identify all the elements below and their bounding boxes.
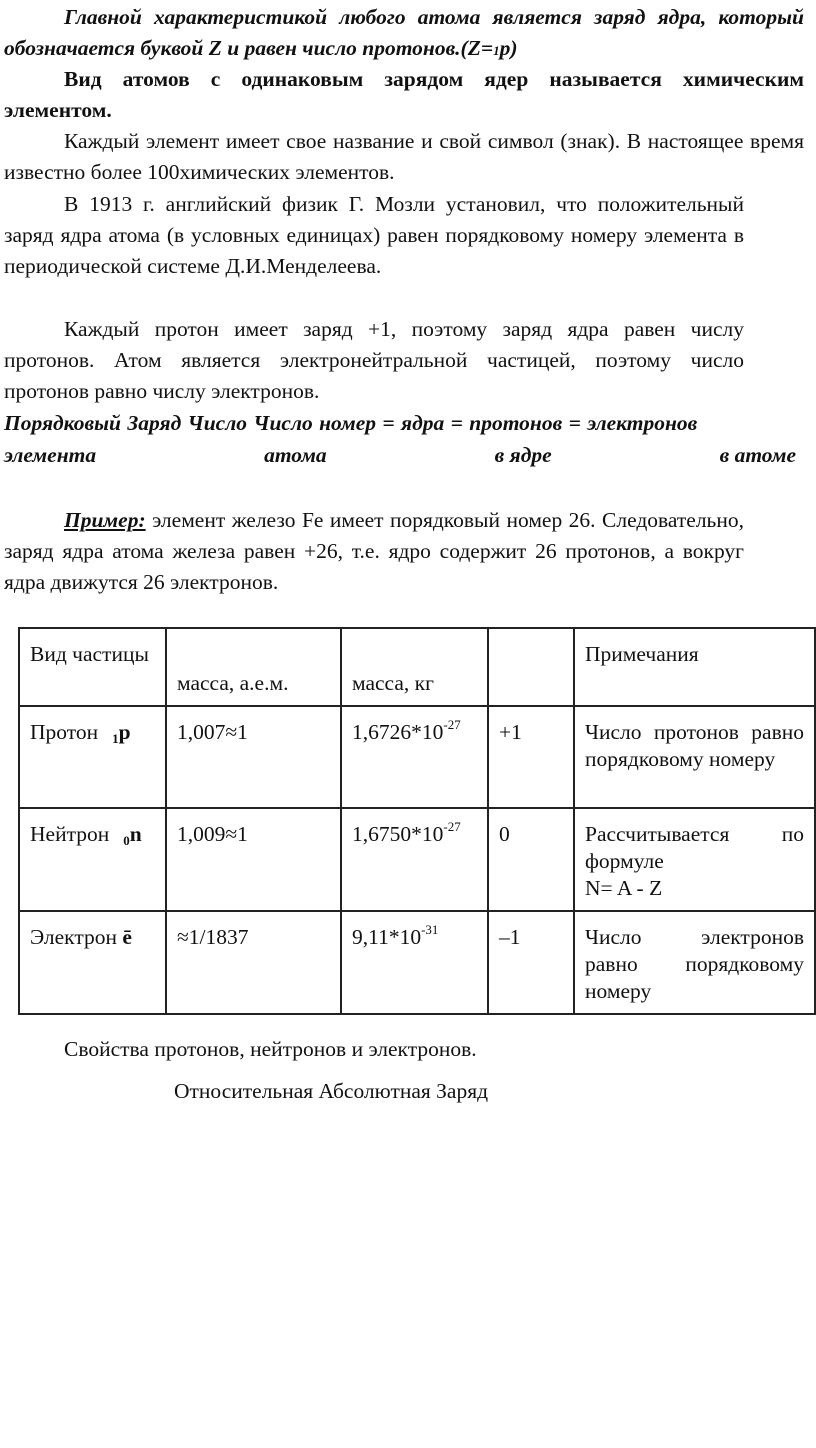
text: p) [499, 36, 518, 60]
formula-label: элемента [4, 443, 97, 467]
paragraph-element-definition: Вид атомов с одинаковым зарядом ядер называется химическим элементом. [4, 67, 804, 122]
mass-kg-cell [341, 808, 488, 911]
mass-kg-cell [341, 911, 488, 1014]
charge-cell: 0 [488, 808, 574, 911]
mass-kg: 1,6726*10 [352, 720, 444, 744]
particle-name: Электрон [30, 925, 118, 949]
exponent: -27 [443, 818, 461, 834]
header-charge [488, 628, 574, 706]
paragraph-charge-definition [4, 2, 804, 66]
header-mass-kg: масса, кг [341, 628, 488, 706]
formula-label: атома [264, 443, 327, 467]
subscript: 1 [493, 43, 500, 58]
particle-cell [19, 808, 166, 911]
charge-cell: +1 [488, 706, 574, 808]
formula-label: в ядре [494, 443, 552, 467]
header-mass-amu: масса, а.е.м. [166, 628, 341, 706]
particle-symbol: n [129, 822, 142, 846]
paragraph-element-symbol: Каждый элемент имеет свое название и свой символ (знак). В настоящее время известно более 100химических элементов. [4, 129, 804, 184]
formula-line-2 [4, 440, 796, 471]
example-text: элемент железо Fe имеет порядковый номер 26. Следовательно, заряд ядра атома железа равен +26, т.е. ядро содержит 26 протонов, а вокруг ядра движутся 26 электронов. [4, 508, 744, 594]
charge-cell: –1 [488, 911, 574, 1014]
table-row [19, 706, 815, 808]
table-row [19, 911, 815, 1014]
particle-subscript: 0 [123, 833, 130, 848]
mass-kg: 1,6750*10 [352, 822, 444, 846]
paragraph-proton-charge: Каждый протон имеет заряд +1, поэтому заряд ядра равен числу протонов. Атом является электронейтральной частицей, поэтому число протонов равно числу электронов. [4, 317, 744, 403]
header-particle: Вид частицы [19, 628, 166, 706]
notes-cell: Число протонов равно порядковому номеру [574, 706, 815, 808]
particle-subscript: 1 [112, 731, 119, 746]
particle-name: Нейтрон [30, 822, 110, 846]
mass-amu-cell: ≈1/1837 [166, 911, 341, 1014]
text: Главной характеристикой любого атома является заряд ядра, который обозначается буквой Z и равен число протонов.(Z= [4, 5, 804, 60]
exponent: -31 [421, 921, 439, 937]
table-row [19, 808, 815, 911]
header-notes: Примечания [574, 628, 815, 706]
particle-symbol: p [118, 720, 131, 744]
table-caption: Свойства протонов, нейтронов и электронов. [64, 1037, 477, 1061]
particle-name: Протон [30, 720, 99, 744]
exponent: -27 [443, 716, 461, 732]
particle-symbol: ē [122, 925, 132, 949]
note-text: Рассчитывается по формуле [585, 822, 804, 873]
table-header-row [19, 628, 815, 706]
formula-label: в атоме [719, 443, 796, 467]
mass-amu-cell: 1,007≈1 [166, 706, 341, 808]
formula-line-1: Порядковый Заряд Число Число номер = ядра = протонов = электронов [4, 411, 698, 435]
table-subcaption: Относительная Абсолютная Заряд [174, 1079, 489, 1103]
example-label: Пример: [64, 508, 146, 532]
paragraph-example [4, 505, 744, 598]
particles-table [18, 627, 816, 1015]
note-formula: N= A - Z [585, 876, 663, 900]
mass-amu-cell: 1,009≈1 [166, 808, 341, 911]
particle-cell [19, 706, 166, 808]
notes-cell [574, 808, 815, 911]
mass-kg-cell [341, 706, 488, 808]
particle-cell [19, 911, 166, 1014]
notes-cell: Число электронов равно порядковому номеру [574, 911, 815, 1014]
mass-kg: 9,11*10 [352, 925, 422, 949]
paragraph-moseley: В 1913 г. английский физик Г. Мозли установил, что положительный заряд ядра атома (в условных единицах) равен порядковому номеру элемента в периодической системе Д.И.Менделеева. [4, 192, 744, 278]
